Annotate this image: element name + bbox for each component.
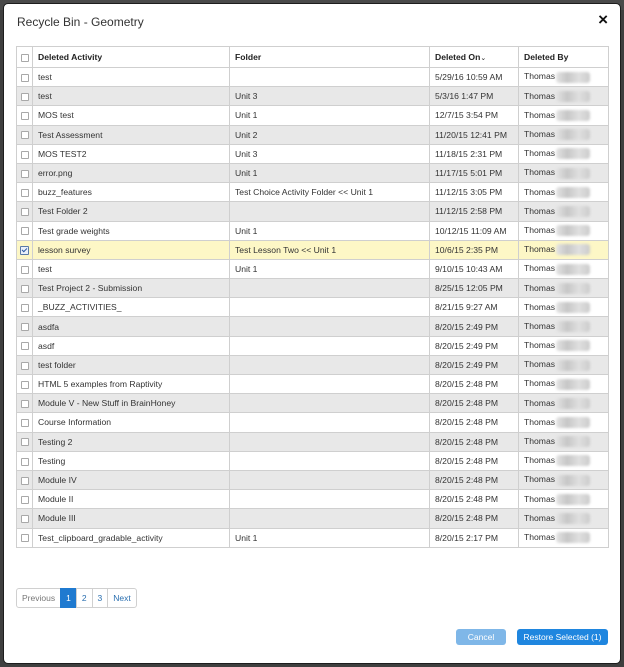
checkbox-icon: [21, 93, 29, 101]
cell-activity: lesson survey: [33, 240, 230, 259]
cell-folder: [230, 317, 430, 336]
deleted-by-name: Thomas: [524, 416, 556, 427]
checkbox-icon: [21, 362, 29, 370]
cell-folder: [230, 394, 430, 413]
checkbox-icon: [21, 151, 29, 159]
table-row[interactable]: [17, 336, 609, 355]
cell-deleted-by: [519, 240, 609, 259]
deleted-by-name: Thomas: [524, 109, 556, 120]
table-row[interactable]: [17, 509, 609, 528]
cell-folder: [230, 490, 430, 509]
column-header-deleted-on-label: Deleted On: [435, 52, 481, 62]
cell-deleted-on: 8/20/15 2:49 PM: [430, 336, 519, 355]
table-row[interactable]: [17, 298, 609, 317]
column-header-activity[interactable]: Deleted Activity: [33, 47, 230, 68]
row-checkbox[interactable]: [17, 509, 33, 528]
redacted-surname: [556, 225, 590, 236]
checkbox-checked-icon: [20, 246, 29, 255]
row-checkbox[interactable]: [17, 279, 33, 298]
redacted-surname: [556, 379, 590, 390]
checkbox-icon: [21, 496, 29, 504]
cell-folder: Unit 1: [230, 163, 430, 182]
pagination-page-2[interactable]: 2: [76, 588, 93, 608]
cell-folder: Test Choice Activity Folder << Unit 1: [230, 183, 430, 202]
checkbox-icon: [21, 323, 29, 331]
cell-activity: Test Folder 2: [33, 202, 230, 221]
redacted-surname: [556, 244, 590, 255]
redacted-surname: [556, 360, 590, 371]
redacted-surname: [556, 340, 590, 351]
redacted-surname: [556, 187, 590, 198]
checkbox-icon: [21, 285, 29, 293]
checkbox-icon: [21, 342, 29, 350]
row-checkbox[interactable]: [17, 87, 33, 106]
deleted-by-name: Thomas: [524, 512, 556, 523]
cell-deleted-on: 5/29/16 10:59 AM: [430, 68, 519, 87]
cell-folder: Unit 1: [230, 106, 430, 125]
recycle-bin-dialog: [3, 3, 621, 664]
redacted-surname: [556, 532, 590, 543]
row-checkbox[interactable]: [17, 259, 33, 278]
cell-deleted-on: 11/18/15 2:31 PM: [430, 144, 519, 163]
cell-folder: [230, 298, 430, 317]
table-row[interactable]: [17, 183, 609, 202]
checkbox-icon: [21, 477, 29, 485]
deleted-by-name: Thomas: [524, 263, 556, 274]
table-row[interactable]: [17, 490, 609, 509]
column-header-deleted-on[interactable]: [430, 47, 519, 68]
deleted-by-name: Thomas: [524, 378, 556, 389]
row-checkbox[interactable]: [17, 68, 33, 87]
row-checkbox[interactable]: [17, 336, 33, 355]
table-row[interactable]: [17, 125, 609, 144]
cell-deleted-on: 8/20/15 2:48 PM: [430, 432, 519, 451]
cell-deleted-on: 8/20/15 2:17 PM: [430, 528, 519, 547]
cell-deleted-on: 10/6/15 2:35 PM: [430, 240, 519, 259]
redacted-surname: [556, 168, 590, 179]
cell-folder: [230, 413, 430, 432]
cell-deleted-on: 8/20/15 2:48 PM: [430, 375, 519, 394]
cell-activity: Test_clipboard_gradable_activity: [33, 528, 230, 547]
close-icon[interactable]: ×: [598, 10, 608, 29]
redacted-surname: [556, 321, 590, 332]
cell-activity: Test grade weights: [33, 221, 230, 240]
cell-deleted-by: [519, 163, 609, 182]
cell-activity: Module III: [33, 509, 230, 528]
deleted-items-grid: [16, 46, 608, 578]
deleted-by-name: Thomas: [524, 436, 556, 447]
cell-folder: [230, 279, 430, 298]
cell-deleted-by: [519, 106, 609, 125]
row-checkbox[interactable]: [17, 163, 33, 182]
row-checkbox[interactable]: [17, 106, 33, 125]
cell-folder: [230, 355, 430, 374]
cell-activity: buzz_features: [33, 183, 230, 202]
checkbox-icon: [21, 208, 29, 216]
cell-deleted-by: [519, 432, 609, 451]
cell-deleted-by: [519, 394, 609, 413]
deleted-by-name: Thomas: [524, 531, 556, 542]
cell-folder: [230, 375, 430, 394]
row-checkbox[interactable]: [17, 355, 33, 374]
pagination: [16, 588, 137, 608]
cell-deleted-by: [519, 125, 609, 144]
deleted-by-name: Thomas: [524, 244, 556, 255]
deleted-by-name: Thomas: [524, 455, 556, 466]
cell-deleted-by: [519, 279, 609, 298]
cell-deleted-on: 8/20/15 2:48 PM: [430, 413, 519, 432]
cell-folder: Unit 3: [230, 144, 430, 163]
deleted-by-name: Thomas: [524, 320, 556, 331]
cell-folder: Test Lesson Two << Unit 1: [230, 240, 430, 259]
cell-deleted-on: 11/20/15 12:41 PM: [430, 125, 519, 144]
column-header-folder[interactable]: Folder: [230, 47, 430, 68]
deleted-by-name: Thomas: [524, 301, 556, 312]
row-checkbox[interactable]: [17, 375, 33, 394]
deleted-by-name: Thomas: [524, 397, 556, 408]
redacted-surname: [556, 129, 590, 140]
deleted-by-name: Thomas: [524, 90, 556, 101]
cell-deleted-on: 8/25/15 12:05 PM: [430, 279, 519, 298]
redacted-surname: [556, 398, 590, 409]
cell-activity: Test Assessment: [33, 125, 230, 144]
deleted-by-name: Thomas: [524, 167, 556, 178]
deleted-by-name: Thomas: [524, 186, 556, 197]
table-row[interactable]: [17, 355, 609, 374]
cell-activity: test: [33, 87, 230, 106]
cell-activity: asdfa: [33, 317, 230, 336]
cell-deleted-on: 8/20/15 2:48 PM: [430, 509, 519, 528]
cell-deleted-by: [519, 336, 609, 355]
redacted-surname: [556, 417, 590, 428]
row-checkbox[interactable]: [17, 470, 33, 489]
checkbox-icon: [21, 400, 29, 408]
deleted-items-table: [16, 46, 609, 548]
cell-folder: [230, 336, 430, 355]
pagination-previous[interactable]: Previous: [16, 588, 61, 608]
table-row[interactable]: [17, 87, 609, 106]
cell-deleted-by: [519, 259, 609, 278]
checkbox-icon: [21, 515, 29, 523]
cell-activity: HTML 5 examples from Raptivity: [33, 375, 230, 394]
cell-folder: Unit 1: [230, 259, 430, 278]
cell-folder: [230, 202, 430, 221]
checkbox-icon: [21, 74, 29, 82]
checkbox-icon: [21, 54, 29, 62]
cell-activity: asdf: [33, 336, 230, 355]
checkbox-icon: [21, 304, 29, 312]
row-checkbox[interactable]: [17, 490, 33, 509]
table-row[interactable]: [17, 432, 609, 451]
checkbox-icon: [21, 534, 29, 542]
checkbox-icon: [21, 227, 29, 235]
cell-deleted-on: 11/12/15 2:58 PM: [430, 202, 519, 221]
redacted-surname: [556, 283, 590, 294]
row-checkbox[interactable]: [17, 240, 33, 259]
deleted-by-name: Thomas: [524, 148, 556, 159]
cell-activity: Testing 2: [33, 432, 230, 451]
sort-descending-icon: ⌄: [480, 55, 487, 62]
row-checkbox[interactable]: [17, 144, 33, 163]
checkbox-icon: [21, 266, 29, 274]
deleted-by-name: Thomas: [524, 205, 556, 216]
cell-activity: test folder: [33, 355, 230, 374]
cell-deleted-by: [519, 375, 609, 394]
row-checkbox[interactable]: [17, 202, 33, 221]
checkbox-icon: [21, 438, 29, 446]
table-row[interactable]: [17, 375, 609, 394]
cell-folder: [230, 451, 430, 470]
cell-deleted-by: [519, 528, 609, 547]
deleted-by-name: Thomas: [524, 359, 556, 370]
table-row[interactable]: [17, 106, 609, 125]
table-row[interactable]: [17, 202, 609, 221]
row-checkbox[interactable]: [17, 451, 33, 470]
cell-deleted-on: 11/12/15 3:05 PM: [430, 183, 519, 202]
redacted-surname: [556, 264, 590, 275]
cell-activity: Test Project 2 - Submission: [33, 279, 230, 298]
redacted-surname: [556, 436, 590, 447]
cell-deleted-on: 8/20/15 2:49 PM: [430, 355, 519, 374]
table-row[interactable]: [17, 163, 609, 182]
column-header-deleted-by[interactable]: Deleted By: [519, 47, 609, 68]
cell-activity: _BUZZ_ACTIVITIES_: [33, 298, 230, 317]
cell-deleted-by: [519, 317, 609, 336]
deleted-by-name: Thomas: [524, 474, 556, 485]
row-checkbox[interactable]: [17, 317, 33, 336]
redacted-surname: [556, 455, 590, 466]
cell-deleted-by: [519, 144, 609, 163]
cell-folder: [230, 432, 430, 451]
row-checkbox[interactable]: [17, 125, 33, 144]
cell-deleted-on: 8/21/15 9:27 AM: [430, 298, 519, 317]
checkbox-icon: [21, 112, 29, 120]
cell-folder: Unit 3: [230, 87, 430, 106]
deleted-by-name: Thomas: [524, 224, 556, 235]
redacted-surname: [556, 494, 590, 505]
redacted-surname: [556, 72, 590, 83]
cell-activity: Module V - New Stuff in BrainHoney: [33, 394, 230, 413]
cell-activity: test: [33, 68, 230, 87]
table-row[interactable]: [17, 68, 609, 87]
redacted-surname: [556, 91, 590, 102]
cell-deleted-by: [519, 355, 609, 374]
cell-deleted-on: 5/3/16 1:47 PM: [430, 87, 519, 106]
cell-activity: Course Information: [33, 413, 230, 432]
table-header-row: [17, 47, 609, 68]
restore-selected-button[interactable]: Restore Selected (1): [517, 629, 608, 645]
table-row[interactable]: [17, 259, 609, 278]
cell-deleted-by: [519, 509, 609, 528]
select-all-checkbox[interactable]: [17, 47, 33, 68]
table-row[interactable]: [17, 144, 609, 163]
cell-deleted-on: 8/20/15 2:48 PM: [430, 470, 519, 489]
cell-folder: Unit 1: [230, 221, 430, 240]
table-row[interactable]: [17, 528, 609, 547]
deleted-by-name: Thomas: [524, 282, 556, 293]
deleted-by-name: Thomas: [524, 493, 556, 504]
cancel-button[interactable]: Cancel: [456, 629, 506, 645]
deleted-by-name: Thomas: [524, 340, 556, 351]
cell-folder: [230, 509, 430, 528]
cell-activity: Module II: [33, 490, 230, 509]
cell-deleted-on: 8/20/15 2:48 PM: [430, 451, 519, 470]
cell-deleted-on: 8/20/15 2:48 PM: [430, 490, 519, 509]
cell-deleted-on: 9/10/15 10:43 AM: [430, 259, 519, 278]
redacted-surname: [556, 110, 590, 121]
redacted-surname: [556, 206, 590, 217]
cell-deleted-by: [519, 202, 609, 221]
cell-folder: [230, 470, 430, 489]
deleted-by-name: Thomas: [524, 129, 556, 140]
checkbox-icon: [21, 189, 29, 197]
cell-deleted-on: 8/20/15 2:48 PM: [430, 394, 519, 413]
redacted-surname: [556, 148, 590, 159]
row-checkbox[interactable]: [17, 528, 33, 547]
table-row[interactable]: [17, 279, 609, 298]
redacted-surname: [556, 513, 590, 524]
pagination-page-3[interactable]: 3: [92, 588, 109, 608]
table-row[interactable]: [17, 240, 609, 259]
cell-deleted-on: 12/7/15 3:54 PM: [430, 106, 519, 125]
row-checkbox[interactable]: [17, 298, 33, 317]
cell-activity: Module IV: [33, 470, 230, 489]
row-checkbox[interactable]: [17, 221, 33, 240]
row-checkbox[interactable]: [17, 432, 33, 451]
row-checkbox[interactable]: [17, 413, 33, 432]
cell-deleted-by: [519, 221, 609, 240]
pagination-page-1[interactable]: 1: [60, 588, 77, 608]
redacted-surname: [556, 475, 590, 486]
cell-activity: MOS TEST2: [33, 144, 230, 163]
row-checkbox[interactable]: [17, 183, 33, 202]
table-row[interactable]: [17, 451, 609, 470]
redacted-surname: [556, 302, 590, 313]
cell-activity: error.png: [33, 163, 230, 182]
table-row[interactable]: [17, 394, 609, 413]
table-row[interactable]: [17, 317, 609, 336]
cell-deleted-on: 8/20/15 2:49 PM: [430, 317, 519, 336]
cell-folder: Unit 2: [230, 125, 430, 144]
cell-deleted-on: 10/12/15 11:09 AM: [430, 221, 519, 240]
pagination-next[interactable]: Next: [107, 588, 136, 608]
table-row[interactable]: [17, 413, 609, 432]
checkbox-icon: [21, 131, 29, 139]
cell-folder: Unit 1: [230, 528, 430, 547]
checkbox-icon: [21, 458, 29, 466]
cell-folder: [230, 68, 430, 87]
dialog-header: [4, 4, 620, 40]
row-checkbox[interactable]: [17, 394, 33, 413]
table-row[interactable]: [17, 221, 609, 240]
checkbox-icon: [21, 381, 29, 389]
table-body: [17, 68, 609, 548]
cell-deleted-by: [519, 87, 609, 106]
cell-deleted-by: [519, 298, 609, 317]
cell-activity: Testing: [33, 451, 230, 470]
cell-deleted-by: [519, 490, 609, 509]
cell-deleted-on: 11/17/15 5:01 PM: [430, 163, 519, 182]
cell-deleted-by: [519, 413, 609, 432]
cell-deleted-by: [519, 451, 609, 470]
checkbox-icon: [21, 170, 29, 178]
dialog-title: Recycle Bin - Geometry: [17, 15, 144, 29]
cell-deleted-by: [519, 183, 609, 202]
deleted-by-name: Thomas: [524, 71, 556, 82]
table-row[interactable]: [17, 470, 609, 489]
cell-deleted-by: [519, 68, 609, 87]
checkbox-icon: [21, 419, 29, 427]
cell-deleted-by: [519, 470, 609, 489]
cell-activity: test: [33, 259, 230, 278]
cell-activity: MOS test: [33, 106, 230, 125]
